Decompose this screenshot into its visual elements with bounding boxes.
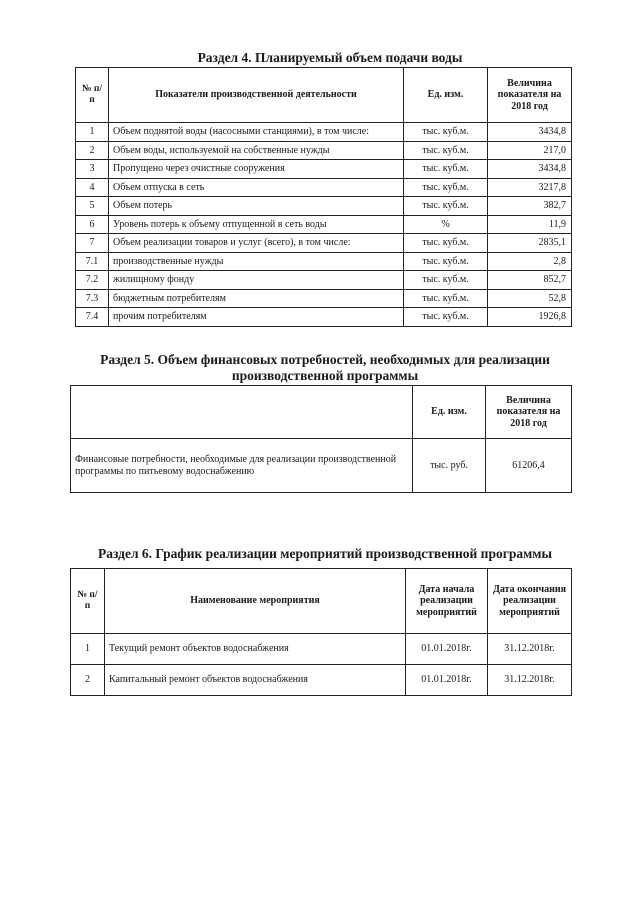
row-name: жилищному фонду	[109, 271, 404, 290]
row-num: 2	[71, 665, 105, 696]
header-value: Величина показателя на 2018 год	[488, 68, 572, 123]
section6-title: Раздел 6. График реализации мероприятий производственной программы	[97, 546, 553, 561]
table-row	[76, 271, 572, 290]
row-name: прочим потребителям	[109, 308, 404, 327]
row-value: 3217,8	[488, 178, 572, 197]
table-row	[76, 308, 572, 327]
table-row	[76, 215, 572, 234]
row-value: 2,8	[488, 252, 572, 271]
row-unit: тыс. куб.м.	[404, 308, 488, 327]
row-value: 852,7	[488, 271, 572, 290]
row-value: 61206,4	[486, 439, 572, 493]
row-num: 7.2	[76, 271, 109, 290]
row-num: 1	[76, 123, 109, 142]
row-name: Объем поднятой воды (насосными станциями), в том числе:	[109, 123, 404, 142]
row-num: 3	[76, 160, 109, 179]
row-name: Объем реализации товаров и услуг (всего), в том числе:	[109, 234, 404, 253]
table-row	[71, 665, 572, 696]
row-value: 52,8	[488, 289, 572, 308]
row-num: 7.1	[76, 252, 109, 271]
row-unit: тыс. куб.м.	[404, 271, 488, 290]
table-row	[76, 197, 572, 216]
section5-title-line2: производственной программы	[231, 368, 419, 383]
section6-table	[70, 568, 572, 696]
row-num: 7.3	[76, 289, 109, 308]
table-row	[76, 289, 572, 308]
row-num: 6	[76, 215, 109, 234]
table-row	[76, 178, 572, 197]
header-num: № п/п	[71, 569, 105, 634]
row-unit: тыс. куб.м.	[404, 197, 488, 216]
table-row	[76, 234, 572, 253]
section5-table	[70, 385, 572, 493]
row-value: 3434,8	[488, 160, 572, 179]
header-indicator: Показатели производственной деятельности	[109, 68, 404, 123]
section4-title: Раздел 4. Планируемый объем подачи воды	[197, 50, 463, 65]
table-row	[71, 634, 572, 665]
section6-header-row	[71, 569, 572, 634]
header-start: Дата начала реализации мероприятий	[406, 569, 488, 634]
row-unit: тыс. куб.м.	[404, 252, 488, 271]
row-num: 1	[71, 634, 105, 665]
row-name: Объем отпуска в сеть	[109, 178, 404, 197]
row-num: 2	[76, 141, 109, 160]
section5-header-row	[71, 386, 572, 439]
row-name: Текущий ремонт объектов водоснабжения	[105, 634, 406, 665]
row-unit: %	[404, 215, 488, 234]
section4-header-row	[76, 68, 572, 123]
row-name: Уровень потерь к объему отпущенной в сеть воды	[109, 215, 404, 234]
row-value: 2835,1	[488, 234, 572, 253]
row-unit: тыс. куб.м.	[404, 141, 488, 160]
row-start: 01.01.2018г.	[406, 665, 488, 696]
header-num: № п/п	[76, 68, 109, 123]
row-value: 382,7	[488, 197, 572, 216]
table-row	[71, 439, 572, 493]
header-unit: Ед. изм.	[404, 68, 488, 123]
row-num: 7	[76, 234, 109, 253]
header-value: Величина показателя на 2018 год	[486, 386, 572, 439]
row-num: 7.4	[76, 308, 109, 327]
table-row	[76, 252, 572, 271]
row-name: Объем потерь	[109, 197, 404, 216]
row-num: 4	[76, 178, 109, 197]
header-end: Дата окончания реализации мероприятий	[488, 569, 572, 634]
row-value: 3434,8	[488, 123, 572, 142]
header-empty	[71, 386, 413, 439]
row-start: 01.01.2018г.	[406, 634, 488, 665]
section5-title	[70, 352, 580, 384]
row-name: Пропущено через очистные сооружения	[109, 160, 404, 179]
row-value: 1926,8	[488, 308, 572, 327]
table-row	[76, 123, 572, 142]
row-name: Объем воды, используемой на собственные нужды	[109, 141, 404, 160]
table-row	[76, 160, 572, 179]
section5-title-line1: Раздел 5. Объем финансовых потребностей, необходимых для реализации	[100, 352, 550, 367]
row-num: 5	[76, 197, 109, 216]
row-name: бюджетным потребителям	[109, 289, 404, 308]
row-unit: тыс. куб.м.	[404, 160, 488, 179]
row-unit: тыс. куб.м.	[404, 289, 488, 308]
row-name: Капитальный ремонт объектов водоснабжения	[105, 665, 406, 696]
row-unit: тыс. руб.	[413, 439, 486, 493]
header-name: Наименование мероприятия	[105, 569, 406, 634]
row-value: 217,0	[488, 141, 572, 160]
row-value: 11,9	[488, 215, 572, 234]
row-name: Финансовые потребности, необходимые для реализации производственной программы по питьевому водоснабжению	[71, 439, 413, 493]
row-unit: тыс. куб.м.	[404, 178, 488, 197]
row-end: 31.12.2018г.	[488, 634, 572, 665]
row-unit: тыс. куб.м.	[404, 123, 488, 142]
header-unit: Ед. изм.	[413, 386, 486, 439]
section4-table	[75, 67, 572, 327]
row-end: 31.12.2018г.	[488, 665, 572, 696]
table-row	[76, 141, 572, 160]
row-name: производственные нужды	[109, 252, 404, 271]
row-unit: тыс. куб.м.	[404, 234, 488, 253]
